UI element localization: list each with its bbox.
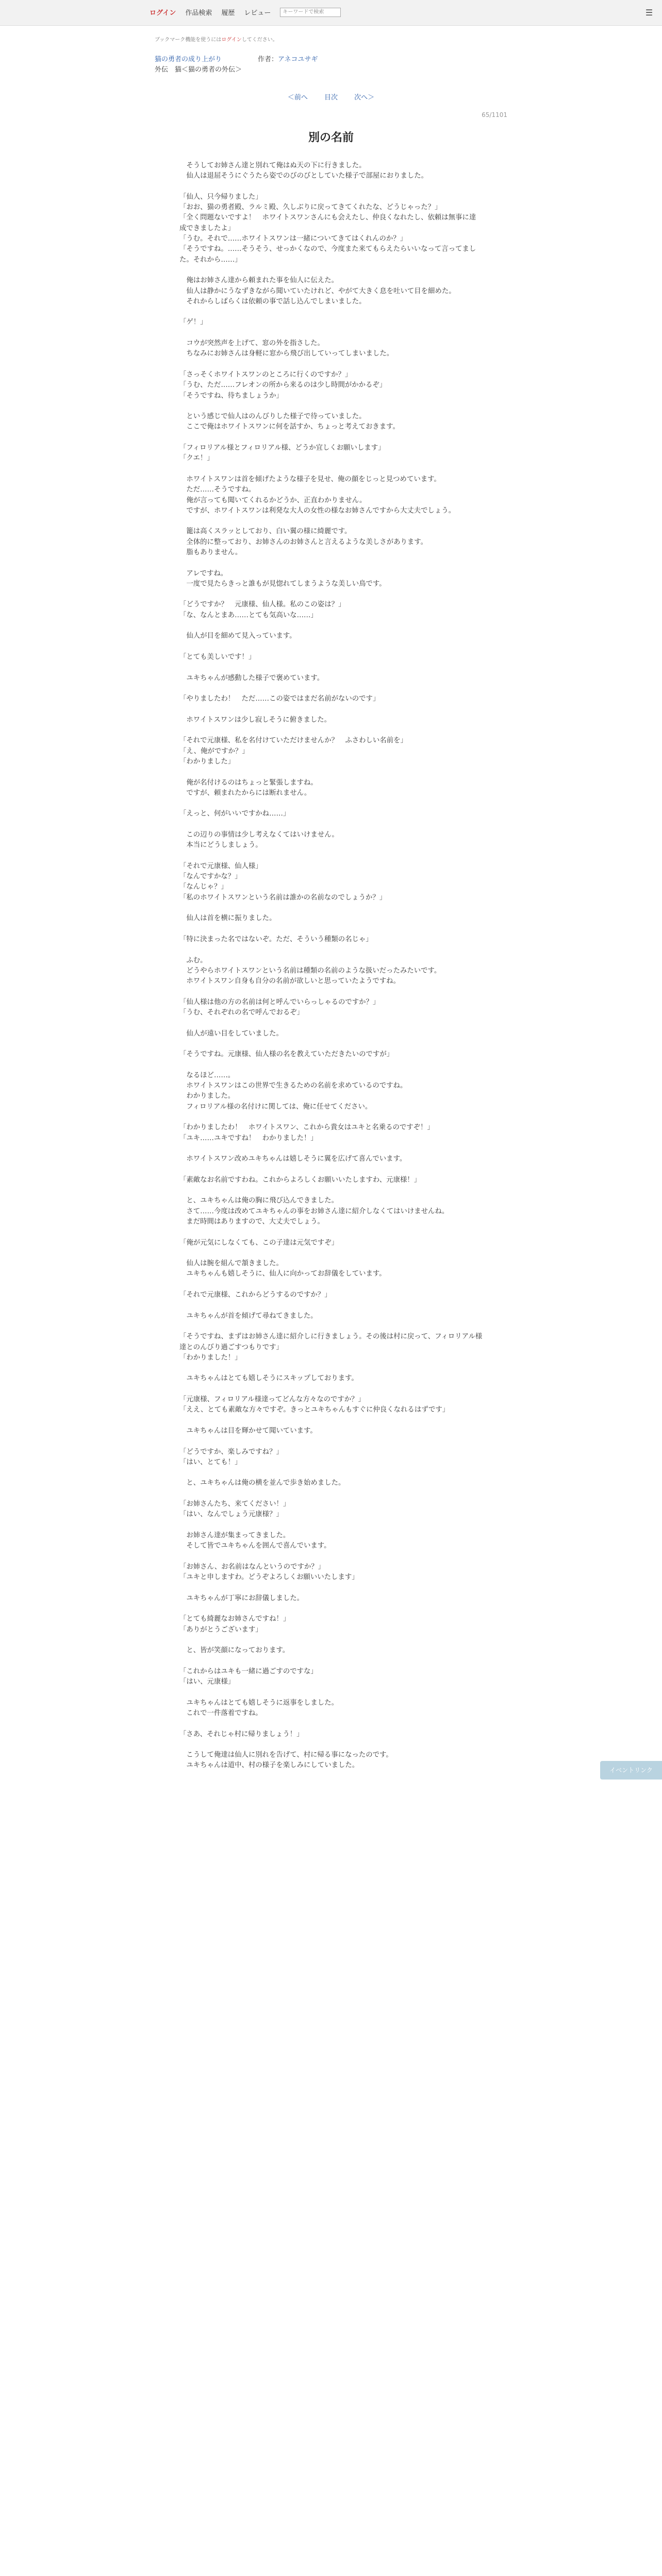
novel-body (179, 161, 483, 1782)
body-paragraph: 仙人は腕を組んで頷きました。 ユキちゃんも嬉しそうに、仙人に向かってお辞儀をしています。 (186, 1260, 386, 1278)
series-title-link[interactable]: 猫の勇者の成り上がり (155, 56, 222, 63)
body-paragraph: 「ゲ！」 (179, 318, 207, 327)
body-paragraph: と、皆が笑顔になっております。 (179, 1647, 290, 1655)
body-paragraph: 「やりましたわ！ ただ……この姿ではまだ名前がないのです」 (179, 695, 380, 703)
nav-item-review[interactable]: レビュー (244, 9, 271, 17)
body-paragraph: 「どうですか、楽しみですね？」 「はい、とても！」 (179, 1448, 283, 1466)
prev-link[interactable]: ＜前へ (287, 94, 308, 101)
top-navigation-bar (0, 0, 662, 26)
body-paragraph: 「それで元康様、私を名付けていただけませんか？ ふさわしい名前を」 「え、俺がですか？」 「わかりました」 (179, 737, 407, 766)
body-paragraph: 籠は高くスラッとしており、白い翼の様に綺麗です。 全体的に整っており、お姉さんのお姉さんと言えるような美しさがあります。 脂もありません。 (186, 528, 427, 556)
body-paragraph: 「それで元康様、これからどうするのですか？」 (179, 1291, 332, 1299)
body-paragraph: 「さあ、それじゃ村に帰りましょう！」 (179, 1730, 304, 1738)
body-paragraph: ユキちゃんが感動した様子で褒めています。 (179, 674, 324, 682)
body-paragraph: 「さっそくホワイトスワンのところに行くのですか？」 「うむ、ただ……フレオンの所から来るのは少し時間がかかるぞ」 「そうですね、待ちましょうか」 (179, 370, 387, 400)
body-paragraph: 「お姉さん、お名前はなんというのですか？」 「ユキと申しますわ。どうぞよろしくお願いいたします」 (179, 1563, 359, 1582)
body-paragraph: 「素敵なお名前ですわね。これからよろしくお願いいたしますわ、元康様！」 (179, 1176, 421, 1184)
body-paragraph: この辺りの事情は少し考えなくてはいけません。 本当にどうしましょう。 (186, 831, 339, 850)
body-paragraph: ユキちゃんは目を輝かせて聞いています。 (179, 1427, 317, 1435)
body-paragraph: ユキちゃんが首を傾げて尋ねてきました。 (179, 1312, 318, 1320)
body-paragraph: アレですね。 一度で見たらきっと誰もが見惚れてしまうような美しい鳥です。 (186, 569, 386, 588)
nav-item-history[interactable]: 履歴 (221, 9, 235, 17)
body-paragraph: 「それで元康様、仙人様」 「なんですかな？」 「なんじゃ？」 「私のホワイトスワンという名前は誰かの名前なのでしょうか？」 (179, 862, 387, 902)
nav-item-search-works[interactable]: 作品検索 (185, 9, 212, 17)
notice-text-after: してください。 (241, 37, 278, 43)
body-paragraph: 「これからはユキも一緒に過ごすのですな」 「はい、元康様」 (179, 1667, 318, 1686)
menu-icon[interactable]: ☰ (645, 8, 653, 18)
body-paragraph: 「とても綺麗なお姉さんですね！」 「ありがとうございます」 (179, 1615, 290, 1634)
body-paragraph: ふむ。 どうやらホワイトスワンという名前は種類の名前のような扱いだったみたいです。 ホワイトスワン自身も自分の名前が欲しいと思っていたようですね。 (186, 956, 441, 986)
body-paragraph: こうして俺達は仙人に別れを告げて、村に帰る事になったのです。 ユキちゃんは道中、村の様子を楽しみにしていました。 (186, 1751, 393, 1770)
notice-login-link[interactable]: ログイン (221, 37, 242, 43)
body-paragraph: 「特に決まった名ではないぞ。ただ、そういう種類の名じゃ」 (179, 935, 373, 943)
author-line (258, 54, 318, 63)
pager-top (0, 92, 662, 101)
body-paragraph: 「えっと、何がいいですかね……」 (179, 810, 290, 818)
side-tab-event-link[interactable]: イベントリンク (600, 1761, 662, 1780)
login-link[interactable]: ログイン (150, 9, 176, 17)
body-paragraph: 「仙人様は他の方の名前は何と呼んでいらっしゃるのですか？」 「うむ、それぞれの名で呼んでおるぞ」 (179, 998, 380, 1017)
body-paragraph: 「そうですね。元康様、仙人様の名を教えていただきたいのですが」 (179, 1050, 394, 1059)
body-paragraph: 「元康様、フィロリアル様達ってどんな方々なのですか？」 「ええ、とても素敵な方々ですぞ。きっとユキちゃんもすぐに仲良くなれるはずです」 (179, 1396, 450, 1414)
body-paragraph: 「どうですか？ 元康様、仙人様。私のこの姿は？」 「な、なんとまあ……とても気高いな……」 (179, 601, 345, 619)
body-paragraph: 仙人が遠い目をしていました。 (179, 1029, 283, 1038)
author-prefix: 作者： (258, 56, 278, 63)
body-paragraph: そうしてお姉さん達と別れて俺はぬ天の下に行きました。 仙人は退屈そうにぐうたら姿でのびのびとしていた様子で部屋におりました。 (186, 162, 428, 180)
next-link[interactable]: 次へ＞ (354, 94, 375, 101)
body-paragraph: ホワイトスワンは首を傾げたような様子を見せ、俺の顔をじっと見つめています。 ただ……そうですね。 俺が言っても聞いてくれるかどうか、正直わかりません。 ですが、ホワイトスワンは利発な大人の女性の様なお姉さんですから大丈夫でしょう。 (186, 475, 456, 515)
body-paragraph: 俺はお姉さん達から頼まれた事を仙人に伝えた。 仙人は静かにうなずきながら聞いていたけれど、やがて大きく息を吐いて目を細めた。 それからしばらくは依頼の事で話し込んでしまいました。 (186, 277, 456, 306)
body-paragraph: ユキちゃんはとても嬉しそうに返事をしました。 これで一件落着ですね。 (186, 1699, 338, 1717)
body-paragraph: 仙人が目を細めて見入っています。 (179, 632, 296, 640)
body-paragraph: 「フィロリアル様とフィロリアル様、どうか宜しくお願いします」 「クエ！」 (179, 444, 385, 463)
author-link[interactable]: アネコユサギ (278, 56, 318, 63)
body-paragraph: という感じで仙人はのんびりした様子で待っていました。 ここで俺はホワイトスワンに何を話すか、ちょっと考えておきます。 (186, 413, 400, 431)
page-number: 65/1101 (482, 111, 507, 118)
notice-text-before: ブックマーク機能を使うには (155, 37, 222, 43)
toc-link[interactable]: 目次 (324, 94, 338, 101)
body-paragraph: 「俺が元気にしなくても、この子達は元気ですぞ」 (179, 1239, 338, 1247)
body-paragraph: 仙人は首を横に振りました。 (179, 914, 276, 923)
body-paragraph: 「わかりましたわ！ ホワイトスワン、これから貴女はユキと名乗るのですぞ！」 「ユキ……ユキですね！ わかりました！」 (179, 1124, 434, 1142)
bookmark-notice (155, 35, 278, 43)
body-paragraph: コウが突然声を上げて、窓の外を指さした。 ちなみにお姉さんは身軽に窓から飛び出していってしまいました。 (186, 340, 394, 358)
body-paragraph: 俺が名付けるのはちょっと緊張しますね。 ですが、頼まれたからには断れません。 (186, 778, 318, 797)
body-paragraph: ホワイトスワンは少し寂しそうに俯きました。 (179, 716, 332, 724)
body-paragraph: なるほど……。 ホワイトスワンはこの世界で生きるための名前を求めているのですね。 わかりました。 フィロリアル様の名付けに関しては、俺に任せてください。 (186, 1071, 407, 1111)
body-paragraph: と、ユキちゃんは俺の横を並んで歩き始めました。 (179, 1479, 345, 1487)
body-paragraph: ユキちゃんが丁寧にお辞儀しました。 (179, 1594, 304, 1602)
chapter-title: 別の名前 (308, 131, 354, 144)
body-paragraph: と、ユキちゃんは俺の胸に飛び込んできました。 さて……今度は改めてユキちゃんの事をお姉さん達に紹介しなくてはいけませんね。 まだ時間はありますので、大丈夫でしょう。 (186, 1197, 449, 1226)
nav-menu (150, 7, 341, 17)
body-paragraph: お姉さん達が集まってきました。 そして皆でユキちゃんを囲んで喜んでいます。 (186, 1531, 331, 1550)
body-paragraph: 「そうですね、まずはお姉さん達に紹介しに行きましょう。その後は村に戻って、フィロリアル様達とのんびり過ごすつもりです」 「わかりました！」 (179, 1333, 483, 1362)
body-paragraph: 「仙人、只今帰りました」 「おお、猫の勇者殿、ラルミ殿、久しぶりに戻ってきてくれたな、どうじゃった？」 「全く問題ないですよ！ ホワイトスワンさんにも会えたし、仲良くなれたし、依頼は無事に達成できましたよ」 「うむ。それで……ホワイトスワンは一緒についてきてはくれんのか？」 「そうですね。……そうそう、せっかくなので、今度また来てもらえたらいいなって言ってました。それから……」 (179, 193, 476, 264)
chapter-path: 外伝 猫＜猫の勇者の外伝＞ (155, 66, 242, 74)
body-paragraph: 「とても美しいです！」 (179, 653, 256, 661)
body-paragraph: ユキちゃんはとても嬉しそうにスキップしております。 (179, 1375, 358, 1383)
search-input[interactable]: キーワードで検索 (280, 8, 341, 17)
body-paragraph: 「お姉さんたち、来てください！」 「はい、なんでしょう元康様？」 (179, 1500, 290, 1519)
body-paragraph: ホワイトスワン改めユキちゃんは嬉しそうに翼を広げて喜んでいます。 (179, 1155, 407, 1163)
